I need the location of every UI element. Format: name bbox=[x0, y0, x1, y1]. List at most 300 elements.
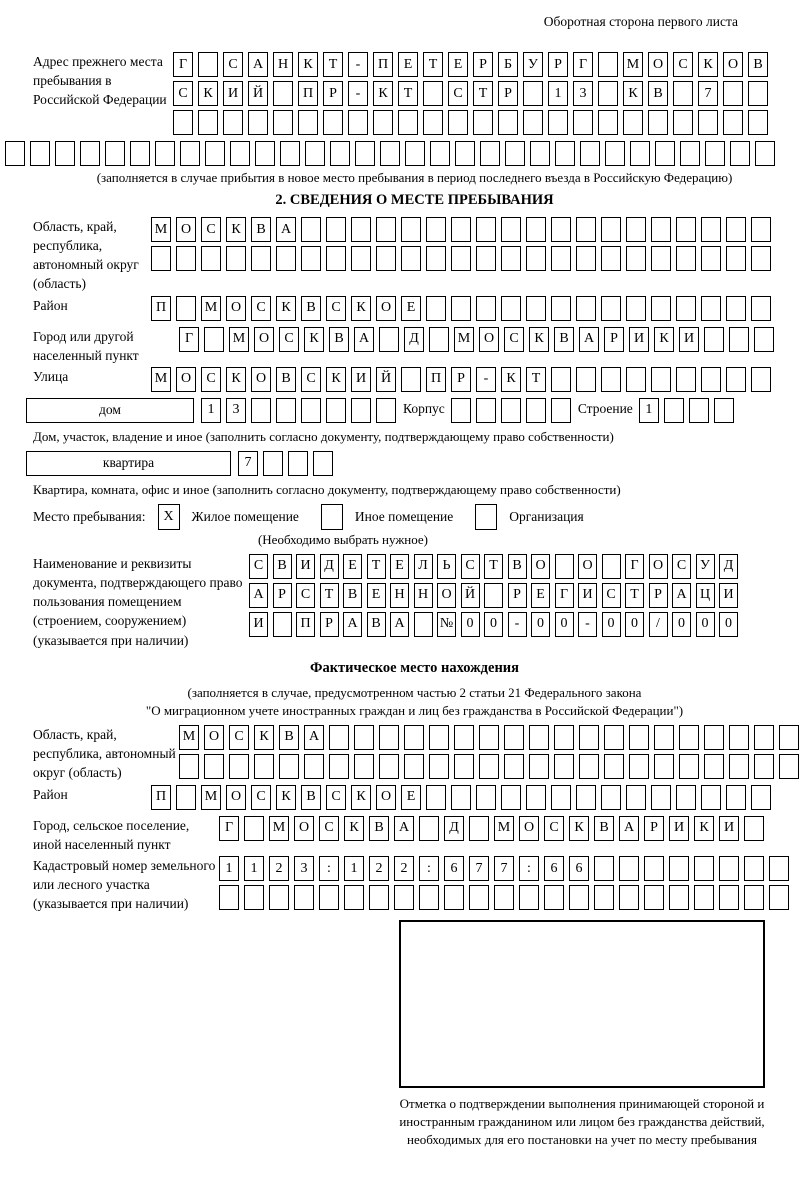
char-box[interactable]: А bbox=[248, 52, 268, 77]
char-box[interactable]: В bbox=[748, 52, 768, 77]
char-box[interactable] bbox=[313, 451, 333, 476]
char-box[interactable]: К bbox=[304, 327, 324, 352]
char-box[interactable] bbox=[223, 110, 243, 135]
char-box[interactable] bbox=[701, 785, 721, 810]
char-box[interactable]: М bbox=[151, 367, 171, 392]
char-box[interactable] bbox=[379, 327, 399, 352]
char-box[interactable] bbox=[730, 141, 750, 166]
char-box[interactable] bbox=[644, 856, 664, 881]
char-box[interactable]: К bbox=[654, 327, 674, 352]
char-box[interactable] bbox=[301, 217, 321, 242]
char-box[interactable] bbox=[676, 367, 696, 392]
char-box[interactable] bbox=[298, 110, 318, 135]
char-box[interactable]: И bbox=[669, 816, 689, 841]
char-box[interactable] bbox=[576, 785, 596, 810]
char-box[interactable] bbox=[351, 398, 371, 423]
char-box[interactable]: С bbox=[301, 367, 321, 392]
char-box[interactable] bbox=[326, 398, 346, 423]
char-box[interactable] bbox=[301, 398, 321, 423]
char-box[interactable]: П bbox=[298, 81, 318, 106]
char-box[interactable] bbox=[551, 367, 571, 392]
char-box[interactable] bbox=[569, 885, 589, 910]
char-box[interactable]: Р bbox=[323, 81, 343, 106]
char-box[interactable]: 2 bbox=[269, 856, 289, 881]
char-box[interactable] bbox=[529, 754, 549, 779]
char-box[interactable]: Г bbox=[219, 816, 239, 841]
char-box[interactable] bbox=[251, 246, 271, 271]
char-box[interactable] bbox=[573, 110, 593, 135]
char-box[interactable]: О bbox=[437, 583, 456, 608]
char-box[interactable]: - bbox=[348, 52, 368, 77]
char-box[interactable]: А bbox=[619, 816, 639, 841]
char-box[interactable] bbox=[629, 725, 649, 750]
char-box[interactable]: : bbox=[319, 856, 339, 881]
char-box[interactable] bbox=[726, 785, 746, 810]
char-box[interactable] bbox=[544, 885, 564, 910]
char-box[interactable] bbox=[704, 725, 724, 750]
char-box[interactable] bbox=[451, 246, 471, 271]
char-box[interactable] bbox=[705, 141, 725, 166]
char-box[interactable]: О bbox=[649, 554, 668, 579]
char-box[interactable] bbox=[714, 398, 734, 423]
char-box[interactable] bbox=[376, 246, 396, 271]
char-box[interactable]: С bbox=[673, 52, 693, 77]
char-box[interactable]: О bbox=[723, 52, 743, 77]
char-box[interactable] bbox=[248, 110, 268, 135]
char-box[interactable] bbox=[723, 81, 743, 106]
char-box[interactable]: 7 bbox=[494, 856, 514, 881]
char-box[interactable]: С bbox=[223, 52, 243, 77]
char-box[interactable]: К bbox=[298, 52, 318, 77]
char-box[interactable]: Г bbox=[625, 554, 644, 579]
char-box[interactable]: 3 bbox=[294, 856, 314, 881]
char-box[interactable] bbox=[404, 754, 424, 779]
char-box[interactable]: № bbox=[437, 612, 456, 637]
char-box[interactable] bbox=[351, 246, 371, 271]
char-box[interactable]: Н bbox=[414, 583, 433, 608]
char-box[interactable]: К bbox=[373, 81, 393, 106]
char-box[interactable]: 0 bbox=[696, 612, 715, 637]
char-box[interactable] bbox=[204, 754, 224, 779]
char-box[interactable]: А bbox=[276, 217, 296, 242]
char-box[interactable] bbox=[751, 785, 771, 810]
char-box[interactable]: В bbox=[329, 327, 349, 352]
char-box[interactable] bbox=[476, 785, 496, 810]
char-box[interactable]: У bbox=[696, 554, 715, 579]
char-box[interactable]: П bbox=[426, 367, 446, 392]
char-box[interactable] bbox=[626, 367, 646, 392]
char-box[interactable]: 0 bbox=[672, 612, 691, 637]
char-box[interactable]: 1 bbox=[548, 81, 568, 106]
char-box[interactable]: И bbox=[223, 81, 243, 106]
char-box[interactable] bbox=[669, 885, 689, 910]
char-box[interactable]: В bbox=[251, 217, 271, 242]
char-box[interactable] bbox=[80, 141, 100, 166]
char-box[interactable] bbox=[219, 885, 239, 910]
char-box[interactable] bbox=[198, 110, 218, 135]
char-box[interactable] bbox=[454, 754, 474, 779]
char-box[interactable]: В bbox=[279, 725, 299, 750]
char-box[interactable]: Г bbox=[173, 52, 193, 77]
char-box[interactable] bbox=[229, 754, 249, 779]
char-box[interactable] bbox=[180, 141, 200, 166]
char-box[interactable] bbox=[551, 785, 571, 810]
char-box[interactable] bbox=[55, 141, 75, 166]
char-box[interactable]: С bbox=[319, 816, 339, 841]
char-box[interactable]: В bbox=[554, 327, 574, 352]
char-box[interactable]: С bbox=[296, 583, 315, 608]
char-box[interactable] bbox=[676, 296, 696, 321]
char-box[interactable] bbox=[451, 217, 471, 242]
char-box[interactable]: А bbox=[579, 327, 599, 352]
char-box[interactable]: П bbox=[373, 52, 393, 77]
char-box[interactable] bbox=[551, 246, 571, 271]
char-box[interactable] bbox=[504, 754, 524, 779]
char-box[interactable] bbox=[469, 885, 489, 910]
char-box[interactable] bbox=[426, 296, 446, 321]
char-box[interactable] bbox=[651, 367, 671, 392]
checkbox-organization[interactable] bbox=[475, 504, 497, 530]
char-box[interactable] bbox=[429, 754, 449, 779]
char-box[interactable]: Л bbox=[414, 554, 433, 579]
char-box[interactable]: О bbox=[226, 296, 246, 321]
char-box[interactable] bbox=[551, 398, 571, 423]
char-box[interactable]: 0 bbox=[625, 612, 644, 637]
char-box[interactable] bbox=[276, 246, 296, 271]
char-box[interactable]: Е bbox=[367, 583, 386, 608]
char-box[interactable] bbox=[698, 110, 718, 135]
char-box[interactable] bbox=[719, 856, 739, 881]
char-box[interactable]: И bbox=[578, 583, 597, 608]
char-box[interactable] bbox=[251, 398, 271, 423]
char-box[interactable]: М bbox=[229, 327, 249, 352]
char-box[interactable] bbox=[501, 217, 521, 242]
char-box[interactable] bbox=[30, 141, 50, 166]
char-box[interactable] bbox=[669, 856, 689, 881]
char-box[interactable]: А bbox=[304, 725, 324, 750]
char-box[interactable] bbox=[651, 217, 671, 242]
char-box[interactable] bbox=[151, 246, 171, 271]
char-box[interactable] bbox=[354, 725, 374, 750]
char-box[interactable] bbox=[551, 217, 571, 242]
char-box[interactable] bbox=[754, 725, 774, 750]
char-box[interactable]: К bbox=[276, 785, 296, 810]
char-box[interactable] bbox=[176, 246, 196, 271]
char-box[interactable]: А bbox=[672, 583, 691, 608]
char-box[interactable]: П bbox=[296, 612, 315, 637]
checkbox-other-premises[interactable] bbox=[321, 504, 343, 530]
char-box[interactable]: Е bbox=[401, 296, 421, 321]
char-box[interactable]: С bbox=[251, 785, 271, 810]
char-box[interactable] bbox=[355, 141, 375, 166]
char-box[interactable] bbox=[555, 141, 575, 166]
char-box[interactable] bbox=[426, 246, 446, 271]
char-box[interactable] bbox=[476, 398, 496, 423]
char-box[interactable]: Н bbox=[273, 52, 293, 77]
char-box[interactable] bbox=[604, 725, 624, 750]
char-box[interactable] bbox=[679, 754, 699, 779]
char-box[interactable]: Е bbox=[401, 785, 421, 810]
char-box[interactable]: И bbox=[249, 612, 268, 637]
char-box[interactable] bbox=[701, 296, 721, 321]
char-box[interactable]: С bbox=[448, 81, 468, 106]
char-box[interactable] bbox=[476, 246, 496, 271]
char-box[interactable]: 7 bbox=[238, 451, 258, 476]
char-box[interactable]: Т bbox=[423, 52, 443, 77]
char-box[interactable] bbox=[451, 785, 471, 810]
char-box[interactable]: К bbox=[198, 81, 218, 106]
char-box[interactable] bbox=[655, 141, 675, 166]
char-box[interactable] bbox=[230, 141, 250, 166]
char-box[interactable]: О bbox=[176, 217, 196, 242]
char-box[interactable] bbox=[301, 246, 321, 271]
char-box[interactable]: О bbox=[531, 554, 550, 579]
char-box[interactable] bbox=[719, 885, 739, 910]
char-box[interactable]: Р bbox=[451, 367, 471, 392]
char-box[interactable]: А bbox=[343, 612, 362, 637]
char-box[interactable]: 2 bbox=[369, 856, 389, 881]
char-box[interactable]: И bbox=[719, 583, 738, 608]
char-box[interactable]: Г bbox=[573, 52, 593, 77]
char-box[interactable] bbox=[605, 141, 625, 166]
char-box[interactable] bbox=[448, 110, 468, 135]
char-box[interactable] bbox=[280, 141, 300, 166]
char-box[interactable] bbox=[505, 141, 525, 166]
char-box[interactable]: Т bbox=[473, 81, 493, 106]
char-box[interactable]: Д bbox=[404, 327, 424, 352]
char-box[interactable] bbox=[429, 725, 449, 750]
char-box[interactable]: - bbox=[348, 81, 368, 106]
char-box[interactable] bbox=[348, 110, 368, 135]
char-box[interactable]: К bbox=[326, 367, 346, 392]
char-box[interactable]: С bbox=[461, 554, 480, 579]
char-box[interactable] bbox=[204, 327, 224, 352]
char-box[interactable]: С bbox=[173, 81, 193, 106]
char-box[interactable]: О bbox=[479, 327, 499, 352]
char-box[interactable] bbox=[494, 885, 514, 910]
char-box[interactable] bbox=[519, 885, 539, 910]
char-box[interactable] bbox=[529, 725, 549, 750]
char-box[interactable] bbox=[263, 451, 283, 476]
char-box[interactable]: С bbox=[602, 583, 621, 608]
char-box[interactable]: Е bbox=[398, 52, 418, 77]
char-box[interactable] bbox=[601, 296, 621, 321]
char-box[interactable]: В bbox=[301, 785, 321, 810]
char-box[interactable]: С bbox=[326, 296, 346, 321]
char-box[interactable] bbox=[273, 612, 292, 637]
char-box[interactable] bbox=[530, 141, 550, 166]
char-box[interactable] bbox=[748, 81, 768, 106]
char-box[interactable] bbox=[394, 885, 414, 910]
char-box[interactable]: С bbox=[279, 327, 299, 352]
char-box[interactable]: В bbox=[594, 816, 614, 841]
char-box[interactable]: В bbox=[276, 367, 296, 392]
char-box[interactable] bbox=[648, 110, 668, 135]
char-box[interactable]: О bbox=[578, 554, 597, 579]
char-box[interactable]: 7 bbox=[698, 81, 718, 106]
char-box[interactable]: / bbox=[649, 612, 668, 637]
char-box[interactable] bbox=[594, 856, 614, 881]
char-box[interactable] bbox=[676, 785, 696, 810]
char-box[interactable] bbox=[726, 367, 746, 392]
char-box[interactable] bbox=[769, 885, 789, 910]
char-box[interactable] bbox=[380, 141, 400, 166]
char-box[interactable]: Р bbox=[273, 583, 292, 608]
char-box[interactable]: К bbox=[698, 52, 718, 77]
char-box[interactable]: С bbox=[251, 296, 271, 321]
char-box[interactable] bbox=[454, 725, 474, 750]
char-box[interactable] bbox=[555, 554, 574, 579]
char-box[interactable] bbox=[273, 81, 293, 106]
char-box[interactable] bbox=[5, 141, 25, 166]
char-box[interactable] bbox=[401, 217, 421, 242]
char-box[interactable] bbox=[244, 816, 264, 841]
char-box[interactable] bbox=[579, 725, 599, 750]
char-box[interactable]: 0 bbox=[461, 612, 480, 637]
char-box[interactable] bbox=[689, 398, 709, 423]
char-box[interactable] bbox=[554, 725, 574, 750]
char-box[interactable] bbox=[651, 246, 671, 271]
char-box[interactable]: 6 bbox=[444, 856, 464, 881]
char-box[interactable]: Р bbox=[498, 81, 518, 106]
char-box[interactable]: О bbox=[519, 816, 539, 841]
char-box[interactable]: 1 bbox=[639, 398, 659, 423]
char-box[interactable] bbox=[626, 785, 646, 810]
char-box[interactable] bbox=[354, 754, 374, 779]
char-box[interactable] bbox=[676, 217, 696, 242]
char-box[interactable]: 1 bbox=[244, 856, 264, 881]
checkbox-residential[interactable]: X bbox=[158, 504, 180, 530]
char-box[interactable] bbox=[630, 141, 650, 166]
char-box[interactable] bbox=[526, 296, 546, 321]
char-box[interactable]: Т bbox=[526, 367, 546, 392]
char-box[interactable]: Р bbox=[508, 583, 527, 608]
char-box[interactable]: К bbox=[351, 296, 371, 321]
char-box[interactable] bbox=[401, 246, 421, 271]
char-box[interactable] bbox=[429, 327, 449, 352]
char-box[interactable]: А bbox=[390, 612, 409, 637]
char-box[interactable] bbox=[484, 583, 503, 608]
char-box[interactable] bbox=[414, 612, 433, 637]
char-box[interactable] bbox=[704, 327, 724, 352]
char-box[interactable] bbox=[576, 217, 596, 242]
char-box[interactable] bbox=[376, 398, 396, 423]
char-box[interactable]: О bbox=[294, 816, 314, 841]
char-box[interactable]: Р bbox=[473, 52, 493, 77]
char-box[interactable] bbox=[226, 246, 246, 271]
char-box[interactable] bbox=[155, 141, 175, 166]
char-box[interactable]: К bbox=[569, 816, 589, 841]
char-box[interactable]: М bbox=[269, 816, 289, 841]
char-box[interactable]: О bbox=[226, 785, 246, 810]
char-box[interactable] bbox=[654, 725, 674, 750]
char-box[interactable]: О bbox=[254, 327, 274, 352]
char-box[interactable]: К bbox=[694, 816, 714, 841]
char-box[interactable] bbox=[751, 217, 771, 242]
char-box[interactable] bbox=[255, 141, 275, 166]
char-box[interactable] bbox=[501, 785, 521, 810]
char-box[interactable] bbox=[479, 725, 499, 750]
char-box[interactable] bbox=[344, 885, 364, 910]
char-box[interactable]: Н bbox=[390, 583, 409, 608]
char-box[interactable]: В bbox=[648, 81, 668, 106]
char-box[interactable] bbox=[329, 725, 349, 750]
char-box[interactable] bbox=[105, 141, 125, 166]
char-box[interactable] bbox=[419, 816, 439, 841]
char-box[interactable] bbox=[501, 398, 521, 423]
char-box[interactable] bbox=[401, 367, 421, 392]
char-box[interactable] bbox=[501, 246, 521, 271]
char-box[interactable]: Г bbox=[555, 583, 574, 608]
char-box[interactable]: О bbox=[251, 367, 271, 392]
char-box[interactable] bbox=[294, 885, 314, 910]
char-box[interactable] bbox=[473, 110, 493, 135]
char-box[interactable] bbox=[601, 246, 621, 271]
char-box[interactable] bbox=[754, 327, 774, 352]
char-box[interactable] bbox=[601, 367, 621, 392]
char-box[interactable]: М bbox=[179, 725, 199, 750]
char-box[interactable] bbox=[744, 816, 764, 841]
char-box[interactable]: И bbox=[679, 327, 699, 352]
char-box[interactable]: В bbox=[343, 583, 362, 608]
char-box[interactable] bbox=[398, 110, 418, 135]
char-box[interactable]: Ц bbox=[696, 583, 715, 608]
char-box[interactable] bbox=[623, 110, 643, 135]
char-box[interactable]: 0 bbox=[555, 612, 574, 637]
char-box[interactable] bbox=[701, 217, 721, 242]
char-box[interactable]: С bbox=[201, 217, 221, 242]
char-box[interactable]: Й bbox=[461, 583, 480, 608]
char-box[interactable]: Ь bbox=[437, 554, 456, 579]
char-box[interactable] bbox=[526, 217, 546, 242]
char-box[interactable] bbox=[326, 246, 346, 271]
char-box[interactable]: В bbox=[273, 554, 292, 579]
char-box[interactable] bbox=[601, 217, 621, 242]
char-box[interactable] bbox=[526, 246, 546, 271]
char-box[interactable]: 1 bbox=[344, 856, 364, 881]
char-box[interactable]: - bbox=[578, 612, 597, 637]
char-box[interactable]: 0 bbox=[602, 612, 621, 637]
char-box[interactable]: 0 bbox=[531, 612, 550, 637]
char-box[interactable] bbox=[576, 367, 596, 392]
char-box[interactable]: И bbox=[629, 327, 649, 352]
char-box[interactable] bbox=[179, 754, 199, 779]
char-box[interactable]: Р bbox=[604, 327, 624, 352]
char-box[interactable] bbox=[323, 110, 343, 135]
char-box[interactable] bbox=[330, 141, 350, 166]
char-box[interactable]: С bbox=[326, 785, 346, 810]
char-box[interactable]: Р bbox=[320, 612, 339, 637]
char-box[interactable] bbox=[744, 885, 764, 910]
char-box[interactable]: К bbox=[501, 367, 521, 392]
char-box[interactable]: О bbox=[376, 785, 396, 810]
char-box[interactable] bbox=[276, 398, 296, 423]
char-box[interactable]: К bbox=[254, 725, 274, 750]
char-box[interactable] bbox=[319, 885, 339, 910]
char-box[interactable] bbox=[405, 141, 425, 166]
char-box[interactable] bbox=[376, 217, 396, 242]
char-box[interactable] bbox=[744, 856, 764, 881]
char-box[interactable]: Б bbox=[498, 52, 518, 77]
char-box[interactable]: - bbox=[476, 367, 496, 392]
char-box[interactable]: Т bbox=[398, 81, 418, 106]
char-box[interactable]: В bbox=[508, 554, 527, 579]
char-box[interactable]: С bbox=[544, 816, 564, 841]
char-box[interactable] bbox=[205, 141, 225, 166]
char-box[interactable]: : bbox=[519, 856, 539, 881]
char-box[interactable] bbox=[176, 296, 196, 321]
char-box[interactable] bbox=[201, 246, 221, 271]
